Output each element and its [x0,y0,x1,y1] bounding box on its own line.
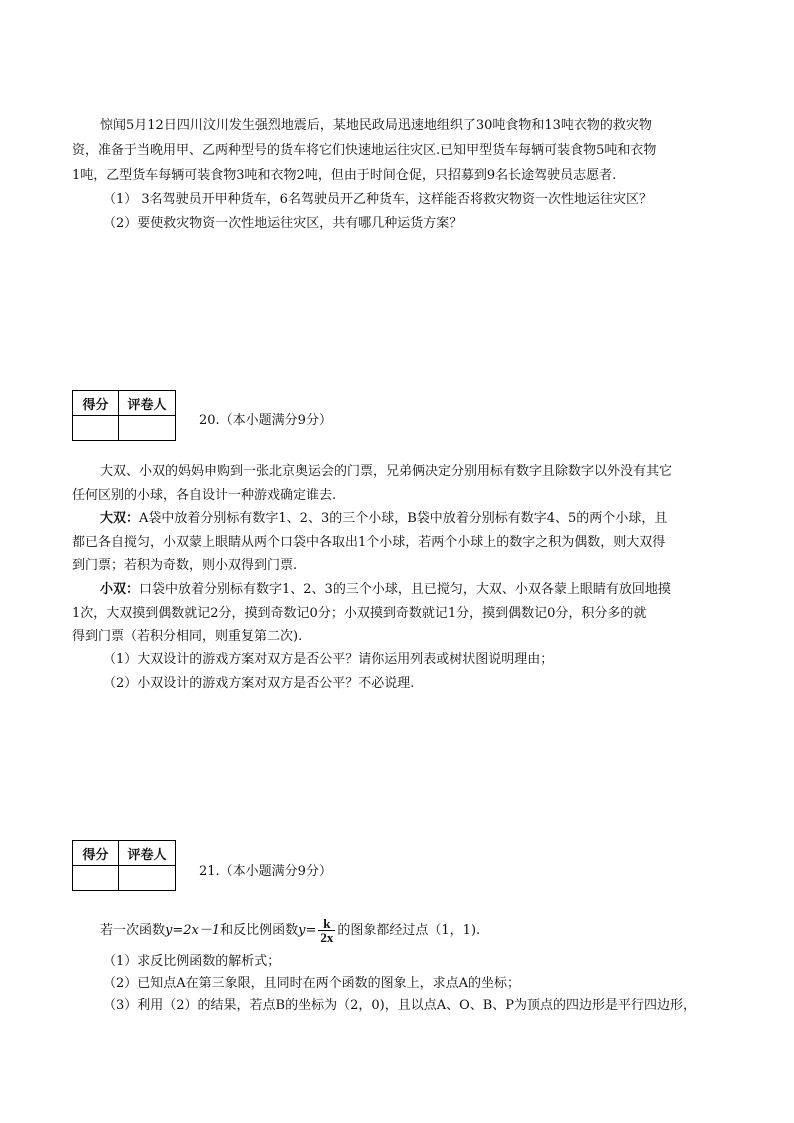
q20-header: 20.（本小题满分9分） [199,413,332,428]
q21-subquestion-1: （1）求反比例函数的解析式； [103,954,281,969]
dashuang-label: 大双： [100,511,140,526]
score-table-q21 [72,840,176,891]
fraction-numerator: k [318,917,335,931]
q21-intro-a: 若一次函数 [100,923,166,938]
q20-xiaoshuang-2: 1次，大双摸到偶数就记2分，摸到奇数记0分；小双摸到奇数就记1分，摸到偶数记0分，积分多的就 [72,606,647,621]
q19-line-3: 1吨，乙型货车每辆可装食物3吨和衣物2吨，但由于时间仓促，只招募到9名长途驾驶员志愿者. [72,168,617,183]
q21-header: 21.（本小题满分9分） [199,864,332,879]
grader-label: 评卷人 [119,841,176,866]
q19-line-2: 资，准备于当晚用甲、乙两种型号的货车将它们快速地运往灾区.已知甲型货车每辆可装食物5吨和衣物 [72,143,657,158]
dashuang-text: A袋中放着分别标有数字1、2、3的三个小球，B袋中放着分别标有数字4、5的两个小球，且 [139,511,668,526]
q21-intro [100,914,480,948]
xiaoshuang-text: 口袋中放着分别标有数字1、2、3的三个小球，且已搅匀，大双、小双各蒙上眼睛有放回地摸 [139,582,671,597]
fraction-denominator: 2x [320,930,334,945]
score-label: 得分 [73,391,119,416]
inverse-function-y: y= [298,923,317,938]
score-cell[interactable] [73,416,119,441]
q20-dashuang-2: 都已各自搅匀，小双蒙上眼睛从两个口袋中各取出1个小球，若两个小球上的数字之积为偶数，则大双得 [72,535,666,550]
grader-label: 评卷人 [119,391,176,416]
inverse-function-fraction [318,917,335,944]
grader-cell[interactable] [119,866,176,891]
score-cell[interactable] [73,866,119,891]
q20-subquestion-2: （2）小双设计的游戏方案对双方是否公平？不必说理. [103,676,415,691]
q21-subquestion-2: （2）已知点A在第三象限，且同时在两个函数的图象上，求点A的坐标； [103,976,521,991]
score-label: 得分 [73,841,119,866]
score-table-q20 [72,390,176,441]
q21-subquestion-3: （3）利用（2）的结果，若点B的坐标为（2，0)，且以点A、O、B、P为顶点的四边形是平行四边形， [103,998,697,1013]
q20-intro-1: 大双、小双的妈妈申购到一张北京奥运会的门票，兄弟俩决定分别用标有数字且除数字以外没有其它 [100,464,673,479]
q20-dashuang-1 [100,511,667,527]
q19-subquestion-2: （2）要使救灾物资一次性地运往灾区，共有哪几种运货方案？ [103,216,463,231]
q20-intro-2: 任何区别的小球，各自设计一种游戏确定谁去. [72,488,337,503]
q21-intro-c: 的图象都经过点（1，1). [337,923,481,938]
q19-line-1: 惊闻5月12日四川汶川发生强烈地震后，某地民政局迅速地组织了30吨食物和13吨衣物的救灾物 [100,118,652,133]
linear-function: y=2x－1 [165,923,221,938]
q20-dashuang-3: 到门票；若积为奇数，则小双得到门票. [72,558,298,573]
q21-intro-b: 和反比例函数 [220,923,299,938]
q20-xiaoshuang-3: 得到门票（若积分相同，则重复第二次). [72,629,303,644]
q20-subquestion-1: （1）大双设计的游戏方案对双方是否公平？请你运用列表或树状图说明理由； [103,652,554,667]
xiaoshuang-label: 小双： [100,582,140,597]
q19-subquestion-1: （1） 3名驾驶员开甲种货车，6名驾驶员开乙种货车，这样能否将救灾物资一次性地运往灾区？ [103,192,652,207]
grader-cell[interactable] [119,416,176,441]
q20-xiaoshuang-1 [100,582,671,598]
